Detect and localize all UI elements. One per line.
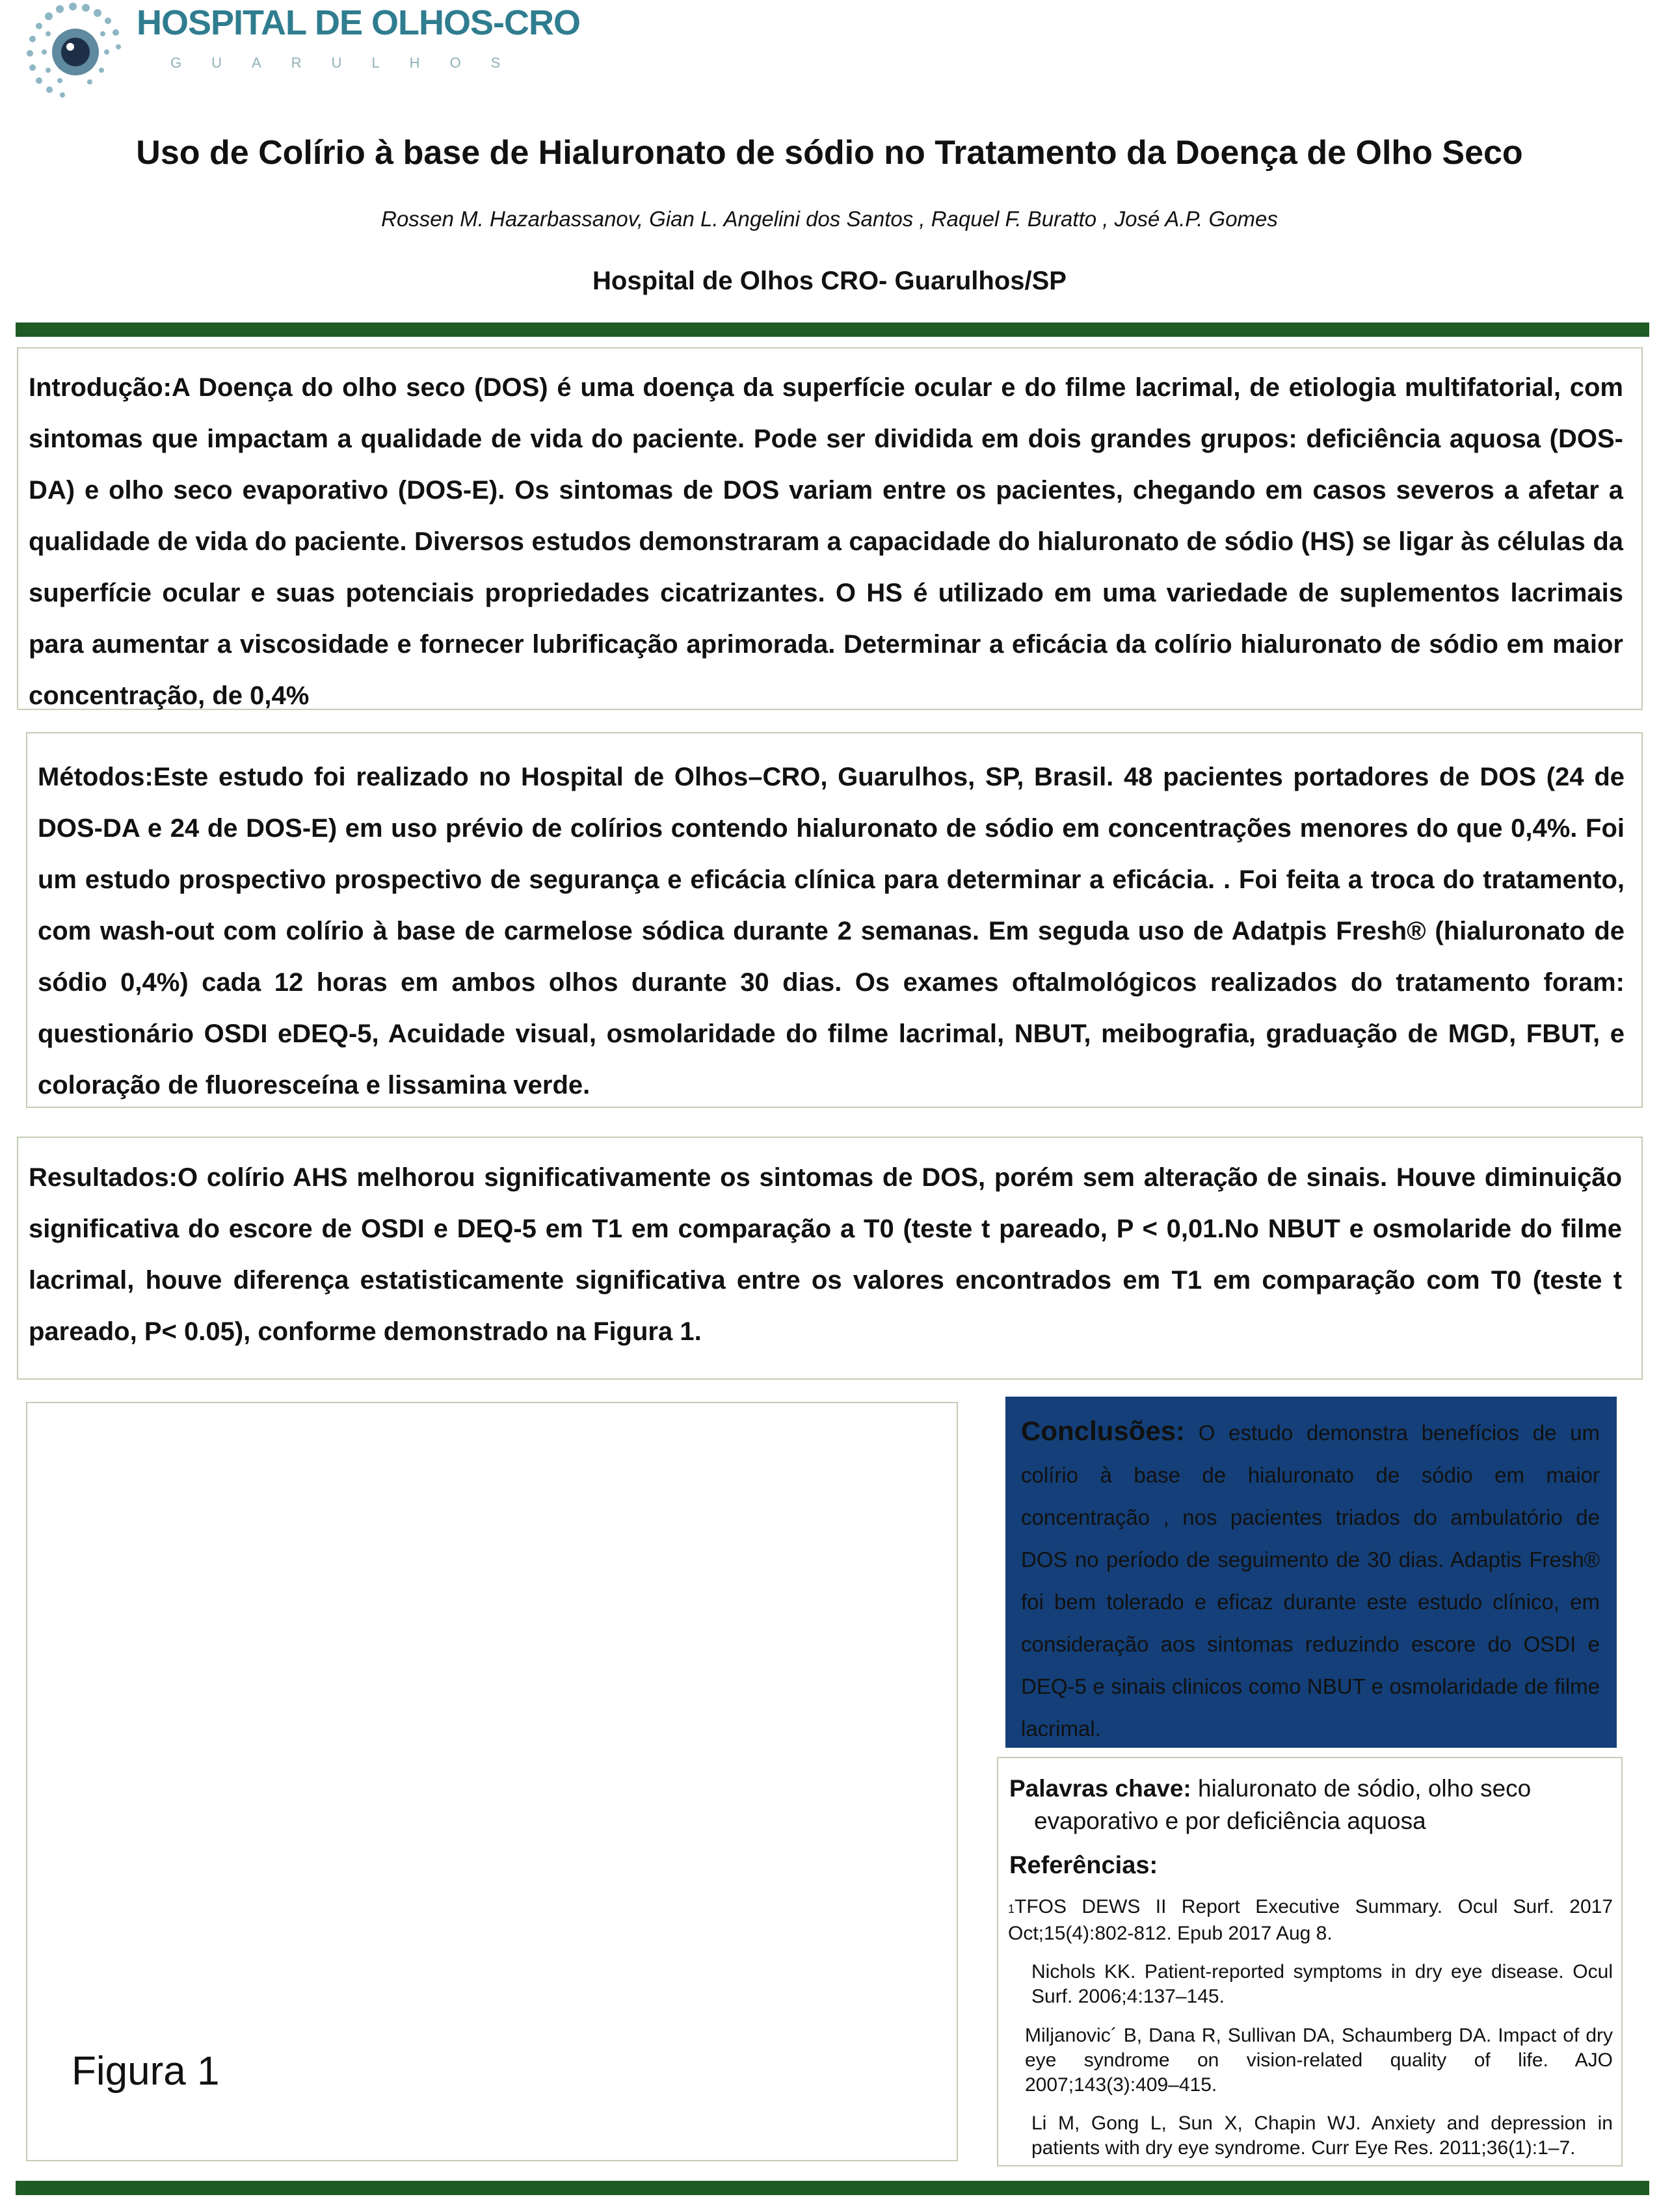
keywords-line1: hialuronato de sódio, olho seco: [1191, 1775, 1532, 1802]
conclusions-section: [1021, 1410, 1600, 1750]
reference-item: [1008, 2111, 1613, 2161]
reference-text: Miljanovic´ B, Dana R, Sullivan DA, Schaumberg DA. Impact of dry eye syndrome on vision-related quality of life. AJO 2007;143(3):409–415.: [1025, 2025, 1613, 2096]
introduction-heading: Introdução:: [29, 373, 172, 402]
keywords-line2: evaporativo e por deficiência aquosa: [1034, 1808, 1426, 1834]
conclusions-text: O estudo demonstra benefícios de um colírio à base de hialuronato de sódio em maior concentração , nos pacientes triados do ambulatório de DOS no período de seguimento de 30 dias. Adaptis Fresh® foi bem tolerado e eficaz durante este estudo clínico, em consideração aos sintomas reduzindo escore do OSDI e DEQ-5 e sinais clinicos como NBUT e osmolaridade de filme lacrimal.: [1021, 1421, 1600, 1741]
introduction-text: A Doença do olho seco (DOS) é uma doença da superfície ocular e do filme lacrimal, de etiologia multifatorial, com sintomas que impactam a qualidade de vida do paciente. Pode ser dividida em dois grandes grupos: deficiência aquosa (DOS- DA) e olho seco evaporativo (DOS-E). Os sintomas de DOS variam entre os pacientes, chegando em casos severos a afetar a qualidade de vida do paciente. Diversos estudos demonstraram a capacidade do hialuronato de sódio (HS) se ligar às células da superfície ocular e suas potenciais propriedades cicatrizantes. O HS é utilizado em uma variedade de suplementos lacrimais para aumentar a viscosidade e fornecer lubrificação aprimorada. Determinar a eficácia da colírio hialuronato de sódio em maior concentração, de 0,4%: [29, 373, 1623, 710]
reference-item: [1008, 1960, 1613, 2009]
results-text: O colírio AHS melhorou significativamente os sintomas de DOS, porém sem alteração de sinais. Houve diminuição significativa do escore de OSDI e DEQ-5 em T1 em comparação a T0 (teste t pareado, P < 0,01.No NBUT e osmolaride do filme lacrimal, houve diferença estatisticamente significativa entre os valores encontrados em T1 em comparação com T0 (teste t pareado, P< 0.05), conforme demonstrado na Figura 1.: [29, 1163, 1622, 1346]
reference-text: Li M, Gong L, Sun X, Chapin WJ. Anxiety and depression in patients with dry eye syndrome. Curr Eye Res. 2011;36(1):1–7.: [1031, 2113, 1613, 2159]
methods-section: [38, 752, 1625, 1111]
logo-name: HOSPITAL DE OLHOS-CRO: [137, 3, 581, 42]
methods-text: Este estudo foi realizado no Hospital de Olhos–CRO, Guarulhos, SP, Brasil. 48 pacientes portadores de DOS (24 de DOS-DA e 24 de DOS-E) em uso prévio de colírios contendo hialuronato de sódio em concentrações menores do que 0,4%. Foi um estudo prospectivo prospectivo de segurança e eficácia clínica para determinar a eficácia. . Foi feita a troca do tratamento, com wash-out com colírio à base de carmelose sódica durante 2 semanas. Em seguda uso de Adatpis Fresh® (hialuronato de sódio 0,4%) cada 12 horas em ambos olhos durante 30 dias. Os exames oftalmológicos realizados do tratamento foram: questionário OSDI eDEQ-5, Acuidade visual, osmolaridade do filme lacrimal, NBUT, meibografia, graduação de MGD, FBUT, e coloração de fluoresceína e lissamina verde.: [38, 763, 1625, 1099]
reference-text: Nichols KK. Patient-reported symptoms in dry eye disease. Ocul Surf. 2006;4:137–145.: [1031, 1961, 1613, 2007]
reference-marker: 1: [1008, 1903, 1015, 1916]
logo-city: GUARULHOS: [170, 55, 531, 71]
results-heading: Resultados:: [29, 1163, 178, 1192]
references-title: Referências:: [1009, 1852, 1158, 1879]
eye-logo-icon: [20, 0, 133, 98]
affiliation: Hospital de Olhos CRO- Guarulhos/SP: [592, 267, 1067, 295]
reference-item: [1008, 2023, 1613, 2098]
results-section: [29, 1152, 1622, 1358]
keywords-label: Palavras chave:: [1009, 1775, 1191, 1802]
top-divider: [16, 323, 1649, 337]
reference-text: TFOS DEWS II Report Executive Summary. Ocul Surf. 2017 Oct;15(4):802-812. Epub 2017 Aug 8.: [1008, 1896, 1613, 1944]
figure-label: Figura 1: [72, 2049, 220, 2094]
figure-box: [26, 1402, 958, 2161]
introduction-section: [29, 362, 1623, 722]
keywords-section: [1009, 1772, 1614, 1837]
methods-heading: Métodos:: [38, 763, 153, 791]
authors: Rossen M. Hazarbassanov, Gian L. Angelini dos Santos , Raquel F. Buratto , José A.P. Gomes: [381, 207, 1278, 231]
reference-item: [1008, 1895, 1613, 1946]
poster-title: Uso de Colírio à base de Hialuronato de sódio no Tratamento da Doença de Olho Seco: [136, 134, 1523, 172]
bottom-divider: [16, 2181, 1649, 2195]
conclusions-heading: Conclusões:: [1021, 1415, 1186, 1446]
